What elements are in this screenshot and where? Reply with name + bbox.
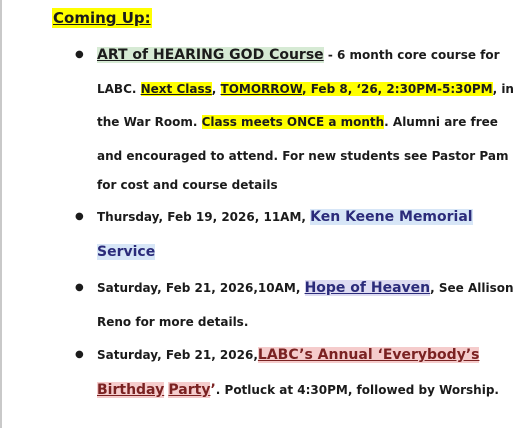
text-labc: LABC. — [97, 82, 141, 96]
page-left-border — [0, 0, 2, 428]
party-event-title: LABC’s Annual ‘Everybody’s — [257, 347, 480, 363]
text-reno-details: Reno for more details. — [97, 315, 249, 329]
bullet-icon: ● — [75, 349, 84, 360]
text-see-allison: , See Allison — [430, 281, 514, 295]
tomorrow-label: TOMORROW — [220, 82, 302, 96]
text-war-room: the War Room. — [97, 115, 202, 129]
item1-line4 — [97, 146, 508, 166]
item1-line5 — [97, 175, 278, 195]
party-birthday-word: Birthday — [97, 382, 165, 398]
text-quote: ’ — [210, 382, 216, 398]
party-date: Saturday, Feb 21, 2026, — [97, 348, 258, 362]
item4-line2 — [97, 380, 499, 400]
item4-line1 — [97, 345, 479, 365]
hope-date: Saturday, Feb 21, 2026,10AM, — [97, 281, 305, 295]
item2-line2 — [97, 242, 155, 262]
text-comma: , — [211, 82, 221, 96]
text-encouraged: and encouraged to attend. For new students see Pastor Pam — [97, 149, 509, 163]
item1-line2 — [97, 79, 514, 99]
text-cost-details: for cost and course details — [97, 178, 278, 192]
item3-line1 — [97, 278, 514, 298]
memorial-date: Thursday, Feb 19, 2026, 11AM, — [97, 210, 311, 224]
item1-line1 — [97, 45, 500, 65]
text-in: , in — [492, 82, 514, 96]
next-class-label: Next Class — [140, 82, 212, 96]
text-potluck: . Potluck at 4:30PM, followed by Worship. — [215, 383, 499, 397]
party-word: Party — [168, 382, 211, 398]
coming-up-heading: Coming Up: — [53, 9, 151, 27]
bullet-icon: ● — [75, 49, 84, 60]
text-alumni: . Alumni are free — [384, 115, 498, 129]
memorial-service-word: Service — [97, 244, 156, 260]
memorial-name: Ken Keene Memorial — [310, 209, 473, 225]
bullet-icon: ● — [75, 211, 84, 222]
course-title: ART of HEARING GOD Course — [97, 47, 324, 63]
item2-line1 — [97, 207, 473, 227]
bullet-icon: ● — [75, 282, 84, 293]
item3-line2 — [97, 312, 248, 332]
course-desc: - 6 month core course for — [323, 48, 500, 62]
item1-line3 — [97, 112, 498, 132]
class-date-time: , Feb 8, ‘26, 2:30PM-5:30PM — [301, 82, 493, 96]
hope-of-heaven-event: Hope of Heaven — [304, 280, 431, 296]
once-a-month-label: Class meets ONCE a month — [201, 115, 385, 129]
